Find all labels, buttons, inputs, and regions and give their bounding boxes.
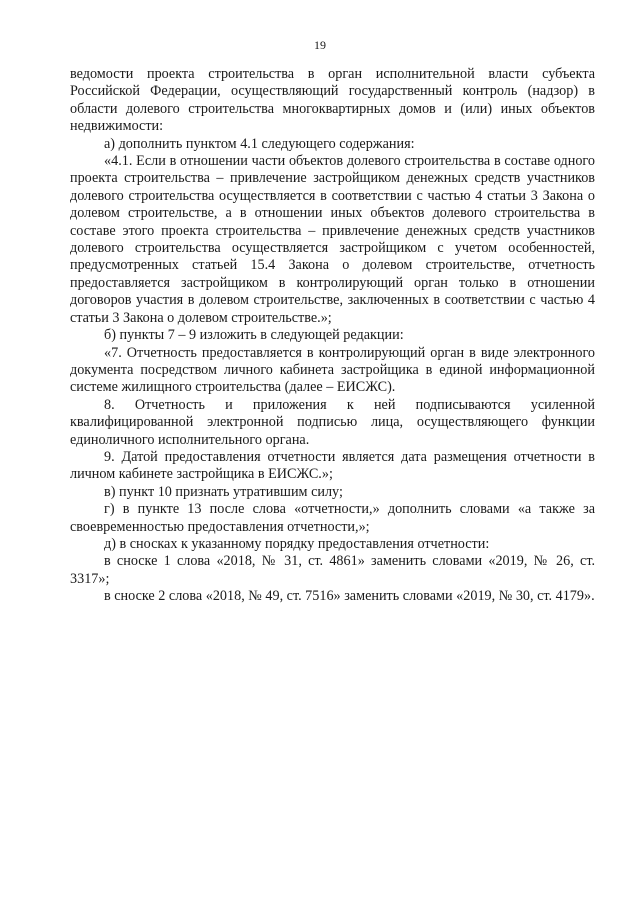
- paragraph-item-g: г) в пункте 13 после слова «отчетности,» дополнить словами «а также за своевременностью предоставления отчетности,»;: [70, 501, 595, 535]
- paragraph-clause-4-1: «4.1. Если в отношении части объектов долевого строительства в составе одного проекта строительства – привлечение застройщиком денежных средств участников долевого строительства осуществляется в соответствии с частью 4 статьи 3 Закона о долевом строительстве, а в отношении иных объектов долевого строительства в составе этого проекта строительства – привлечение денежных средств участников долевого строительства осуществляется застройщиком с учетом особенностей, предусмотренных статьей 15.4 Закона о долевом строительстве, отчетность предоставляется застройщиком в контролирующий орган только в отношении договоров участия в долевом строительстве, заключенных в соответствии с частью 4 статьи 3 Закона о долевом строительстве.»;: [70, 153, 595, 326]
- paragraph-footnote-1: в сноске 1 слова «2018, № 31, ст. 4861» заменить словами «2019, № 26, ст. 3317»;: [70, 553, 595, 587]
- paragraph-clause-8: 8. Отчетность и приложения к ней подписываются усиленной квалифицированной электронной подписью лица, осуществляющего функции единоличного исполнительного органа.: [70, 396, 595, 448]
- paragraph-item-a: а) дополнить пунктом 4.1 следующего содержания:: [104, 135, 415, 152]
- paragraph-clause-7: «7. Отчетность предоставляется в контролирующий орган в виде электронного документа посредством личного кабинета застройщика в единой информационной системе жилищного строительства (далее – ЕИСЖС).: [70, 344, 595, 396]
- page-number: 19: [314, 38, 326, 52]
- paragraph-item-d: д) в сносках к указанному порядку предоставления отчетности:: [104, 535, 490, 552]
- paragraph-item-b: б) пункты 7 – 9 изложить в следующей редакции:: [104, 327, 404, 344]
- document-body: [70, 66, 595, 606]
- paragraph-clause-9: 9. Датой предоставления отчетности является дата размещения отчетности в личном кабинете застройщика в ЕИСЖС.»;: [70, 448, 595, 483]
- paragraph-intro: ведомости проекта строительства в орган исполнительной власти субъекта Российской Федерации, осуществляющий государственный контроль (надзор) в области долевого строительства многоквартирных домов и (или) иных объектов недвижимости:: [70, 66, 595, 135]
- paragraph-item-v: в) пункт 10 признать утратившим силу;: [104, 483, 343, 500]
- paragraph-footnote-2: в сноске 2 слова «2018, № 49, ст. 7516» заменить словами «2019, № 30, ст. 4179».: [104, 588, 595, 605]
